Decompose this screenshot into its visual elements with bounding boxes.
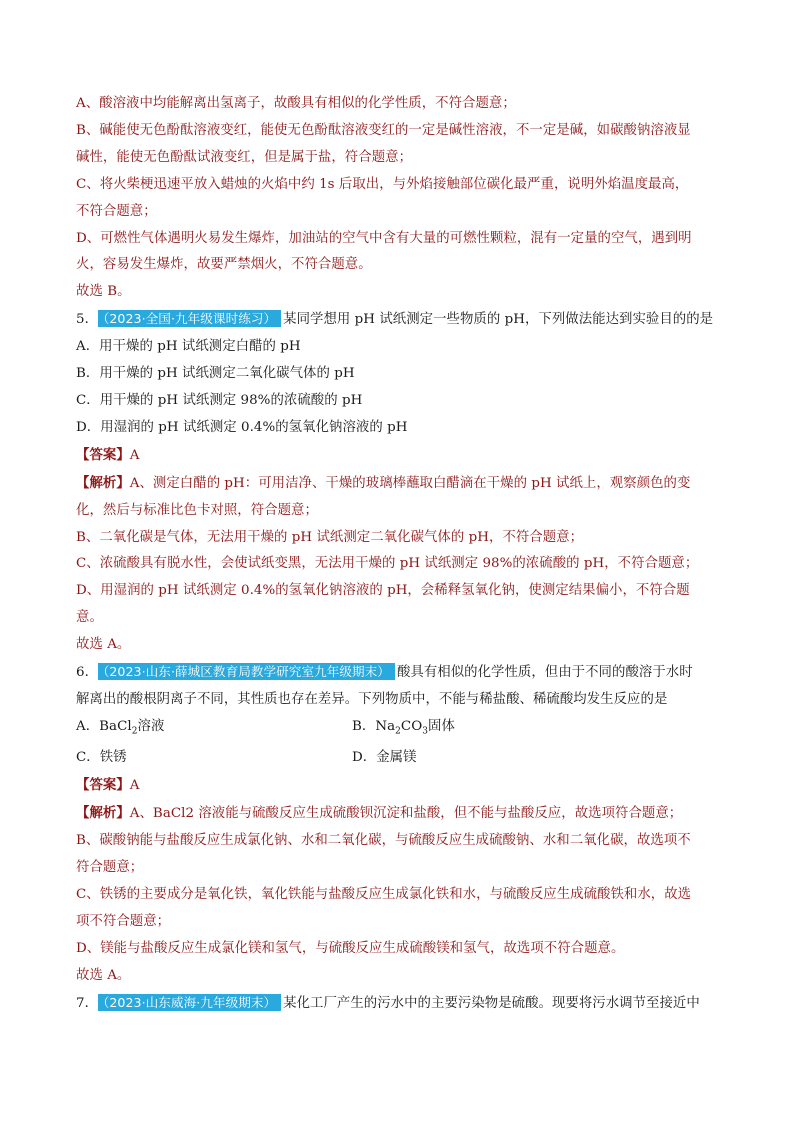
q6-option-d: D．金属镁 — [352, 750, 417, 766]
q4-explanation-a: A、酸溶液中均能解离出氢离子，故酸具有相似的化学性质，不符合题意； — [76, 96, 516, 111]
q6-option-b-mid: CO — [400, 718, 423, 734]
q4-explanation-b-line1: B、碱能使无色酚酞溶液变红，能使无色酚酞溶液变红的一定是碱性溶液，不一定是碱，如碳酸钠溶液显 — [76, 122, 691, 138]
q4-explanation-c-line1: C、将火柴梗迅速平放入蜡烛的火焰中约 1s 后取出，与外焰接触部位碳化最严重，说明外焰温度最高， — [76, 176, 689, 192]
q5-analysis-c: C、浓硫酸具有脱水性，会使试纸变黑，无法用干燥的 pH 试纸测定 98%的浓硫酸的 pH，不符合题意； — [76, 556, 699, 572]
q5-analysis-label: 【解析】 — [76, 474, 130, 491]
document-content — [76, 91, 721, 1017]
q6-analysis-a-text: A、BaCl2 溶液能与硫酸反应生成硫酸钡沉淀和盐酸，但不能与盐酸反应，故选项符合题意； — [129, 806, 683, 822]
q6-option-b-text: B．Na — [352, 718, 396, 734]
q5-option-c: C．用干燥的 pH 试纸测定 98%的浓硫酸的 pH — [76, 392, 363, 408]
q4-explanation-d-line1: D、可燃性气体遇明火易发生爆炸，加油站的空气中含有大量的可燃性颗粒，混有一定量的空气，遇到明 — [76, 230, 692, 246]
q6-option-b — [352, 714, 628, 746]
q5-analysis-a-text: A、测定白醋的 pH：可用洁净、干燥的玻璃棒蘸取白醋滴在干燥的 pH 试纸上，观察颜色的变 — [129, 475, 691, 491]
q6-analysis-label: 【解析】 — [76, 805, 130, 822]
q6-option-c: C．铁锈 — [76, 750, 127, 766]
q5-stem — [76, 306, 721, 334]
q6-option-a-sub: 2 — [131, 726, 138, 737]
q6-answer-value: A — [129, 778, 140, 794]
q5-source-tag: （2023·全国·九年级课时练习） — [98, 310, 281, 327]
q5-option-b: B．用干燥的 pH 试纸测定二氧化碳气体的 pH — [76, 366, 355, 382]
q5-answer-value: A — [129, 447, 140, 463]
q6-answer — [76, 772, 721, 800]
q4-explanation-c-line2: 不符合题意； — [76, 203, 157, 219]
q5-analysis-d-line1: D、用湿润的 pH 试纸测定 0.4%的氢氧化钠溶液的 pH，会稀释氢氧化钠，使测定结果偏小，不符合题 — [76, 583, 690, 599]
q6-option-a-text: A．BaCl — [76, 718, 132, 734]
q7-source-tag: （2023·山东威海·九年级期末） — [98, 994, 281, 1011]
q7-stem — [76, 990, 721, 1018]
q6-analysis-b-line1: B、碳酸钠能与盐酸反应生成氯化钠、水和二氧化碳，与硫酸反应生成硫酸钠、水和二氧化碳，故选项不 — [76, 833, 691, 849]
q6-analysis-a — [76, 800, 721, 828]
q5-option-a: A．用干燥的 pH 试纸测定白醋的 pH — [76, 339, 301, 355]
q4-explanation-d-line2: 火，容易发生爆炸，故要严禁烟火，不符合题意。 — [76, 257, 372, 273]
q6-analysis-c-line1: C、铁锈的主要成分是氧化铁，氧化铁能与盐酸反应生成氯化铁和水，与硫酸反应生成硫酸铁和水，故选 — [76, 886, 692, 902]
q6-option-a-suffix: 溶液 — [137, 718, 165, 734]
q6-option-b-suffix: 固体 — [428, 718, 455, 734]
q5-answer-label: 【答案】 — [76, 446, 130, 463]
q7-number: 7． — [76, 995, 99, 1011]
q6-conclusion: 故选 A。 — [76, 967, 131, 983]
q6-analysis-c-line2: 项不符合题意； — [76, 913, 171, 929]
q7-stem-text: 某化工厂产生的污水中的主要污染物是硫酸。现要将污水调节至接近中 — [283, 995, 700, 1011]
q5-option-d: D．用湿润的 pH 试纸测定 0.4%的氢氧化钠溶液的 pH — [76, 419, 408, 435]
q6-option-b-sub1: 2 — [395, 726, 401, 737]
q5-answer — [76, 442, 721, 470]
q4-conclusion: 故选 B。 — [76, 284, 131, 300]
q5-stem-text: 某同学想用 pH 试纸测定一些物质的 pH，下列做法能达到实验目的的是 — [283, 312, 714, 328]
q6-stem-line2: 解离出的酸根阴离子不同，其性质也存在差异。下列物质中，不能与稀盐酸、稀硫酸均发生反应的是 — [76, 691, 668, 707]
q6-analysis-d: D、镁能与盐酸反应生成氯化镁和氢气，与硫酸反应生成硫酸镁和氢气，故选项不符合题意。 — [76, 940, 625, 956]
q6-options-row2 — [76, 745, 721, 772]
q6-stem-line1 — [76, 659, 721, 687]
q6-option-b-sub2: 3 — [422, 726, 429, 737]
q6-analysis-b-line2: 符合题意； — [76, 860, 144, 876]
q6-source-tag: （2023·山东·薛城区教育局教学研究室九年级期末） — [98, 663, 395, 680]
q6-answer-label: 【答案】 — [76, 777, 130, 794]
q5-analysis-a-line2: 化，然后与标准比色卡对照，符合题意； — [76, 502, 318, 518]
q5-conclusion: 故选 A。 — [76, 637, 131, 653]
q5-analysis-b: B、二氧化碳是气体，无法用干燥的 pH 试纸测定二氧化碳气体的 pH，不符合题意； — [76, 529, 584, 545]
q6-option-a — [76, 714, 352, 746]
q4-explanation-b-line2: 碱性，能使无色酚酞试液变红，但是属于盐，符合题意； — [76, 149, 413, 165]
q5-number: 5． — [76, 312, 99, 328]
q5-analysis-a-line1 — [76, 470, 721, 498]
q6-stem-text: 酸具有相似的化学性质，但由于不同的酸溶于水时 — [396, 665, 693, 681]
q5-analysis-d-line2: 意。 — [76, 610, 103, 626]
q6-options-row1 — [76, 714, 721, 746]
q6-number: 6． — [76, 665, 99, 681]
